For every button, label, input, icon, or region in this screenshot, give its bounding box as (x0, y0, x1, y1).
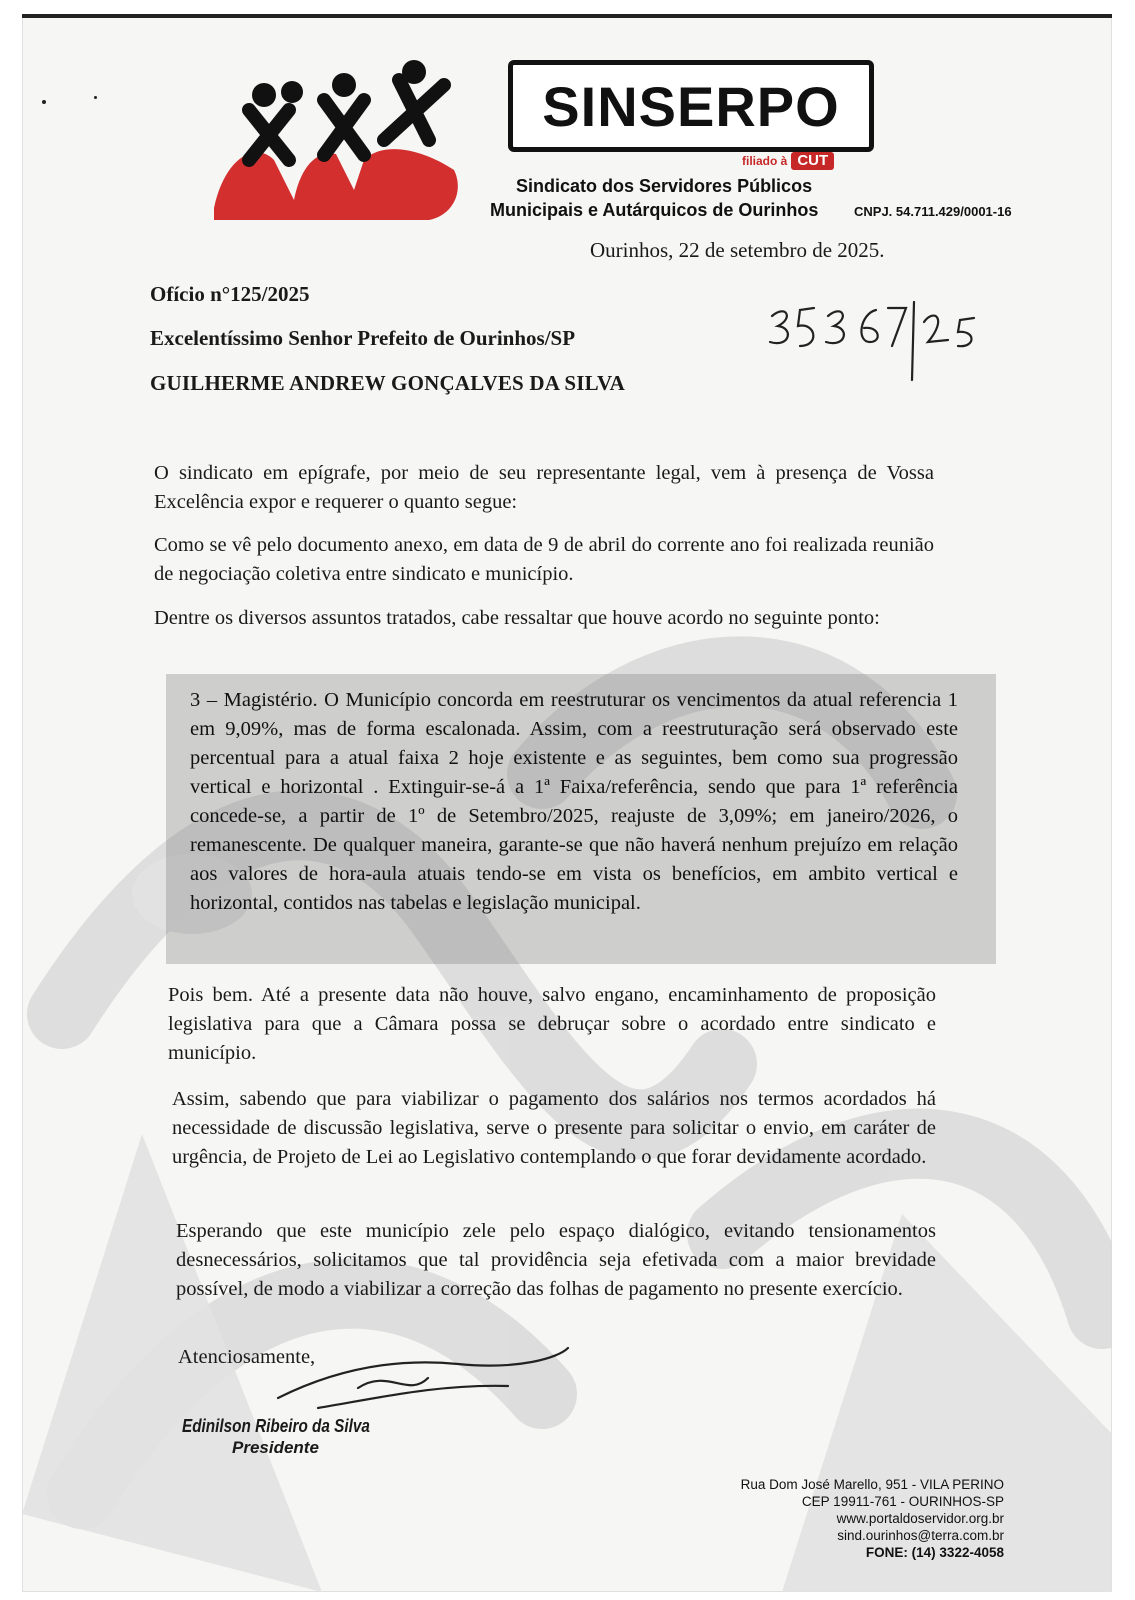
closing: Atenciosamente, (178, 1346, 316, 1368)
sinserpo-logo (204, 50, 474, 230)
addressee: Excelentíssimo Senhor Prefeito de Ourinhos/SP (150, 326, 576, 350)
document-page (22, 14, 1112, 1592)
brand-name: SINSERPO (508, 60, 874, 152)
affiliation (742, 152, 834, 170)
footer-phone: FONE: (14) 3322-4058 (865, 1545, 1004, 1560)
footer-email: sind.ourinhos@terra.com.br (837, 1528, 1004, 1543)
scan-speck (42, 100, 46, 104)
paragraph-request: Assim, sabendo que para viabilizar o pagamento dos salários nos termos acordados há necessidade de discussão legislativa, serve o presente para solicitar o envio, em caráter de urgência, de Projeto de Lei ao Legislativo contemplando o que forar devidamente acordado. (172, 1088, 936, 1168)
paragraph-meeting: Como se vê pelo documento anexo, em data de 9 de abril do corrente ano foi realizada reunião de negociação coletiva entre sindicato e município. (154, 534, 934, 585)
scan-speck (94, 96, 97, 99)
handwritten-protocol-number (764, 296, 984, 386)
quoted-clause: 3 – Magistério. O Município concorda em reestruturar os vencimentos da atual referencia 1 em 9,09%, mas de forma escalonada. Assim, com a reestruturação será observado este percentual para a atual faixa 2 hoje existente e as seguintes, bem como sua progressão vertical e horizontal . Extinguir-se-á a 1ª Faixa/referência, sendo que para 1ª referência concede-se, a partir de 1º de Setembro/2025, reajuste de 3,09%; em janeiro/2026, o remanescente. De qualquer maneira, garante-se que não haverá nenhum prejuízo em relação aos valores de hora-aula atuais tendo-se em vista os benefícios, em ambito vertical e horizontal, contidos nas tabelas e legislação municipal. (190, 689, 958, 914)
paragraph-status: Pois bem. Até a presente data não houve, salvo engano, encaminhamento de proposição legislativa para que a Câmara possa se debruçar sobre o acordado entre sindicato e município. (168, 984, 936, 1064)
paragraph-intro: O sindicato em epígrafe, por meio de seu representante legal, vem à presença de Vossa Excelência expor e requerer o quanto segue: (154, 462, 934, 513)
date-line: Ourinhos, 22 de setembro de 2025. (590, 238, 885, 262)
paragraph-closing-request: Esperando que este município zele pelo espaço dialógico, evitando tensionamentos desnecessários, solicitamos que tal providência seja efetivada com a maior brevidade possível, de modo a viabilizar a correção das folhas de pagamento no presente exercício. (176, 1220, 936, 1300)
recipient-name: GUILHERME ANDREW GONÇALVES DA SILVA (150, 371, 625, 395)
affiliation-prefix: filiado à (742, 154, 788, 168)
footer-website: www.portaldoservidor.org.br (836, 1511, 1004, 1526)
cnpj: CNPJ. 54.711.429/0001-16 (854, 204, 1012, 219)
signer-name: Edinilson Ribeiro da Silva (182, 1416, 370, 1436)
paragraph-agreement: Dentre os diversos assuntos tratados, cabe ressaltar que houve acordo no seguinte ponto: (154, 607, 880, 629)
footer-cep: CEP 19911-761 - OURINHOS-SP (801, 1494, 1004, 1509)
oficio-number: Ofício n°125/2025 (150, 282, 310, 306)
footer-contact (741, 1476, 1004, 1561)
org-name-line1: Sindicato dos Servidores Públicos (516, 176, 813, 196)
footer-address: Rua Dom José Marello, 951 - VILA PERINO (740, 1477, 1004, 1492)
org-name-line2: Municipais e Autárquicos de Ourinhos (490, 200, 819, 220)
signer-role: Presidente (232, 1438, 319, 1457)
cut-badge: CUT (791, 152, 834, 170)
handwritten-signature (258, 1328, 578, 1428)
